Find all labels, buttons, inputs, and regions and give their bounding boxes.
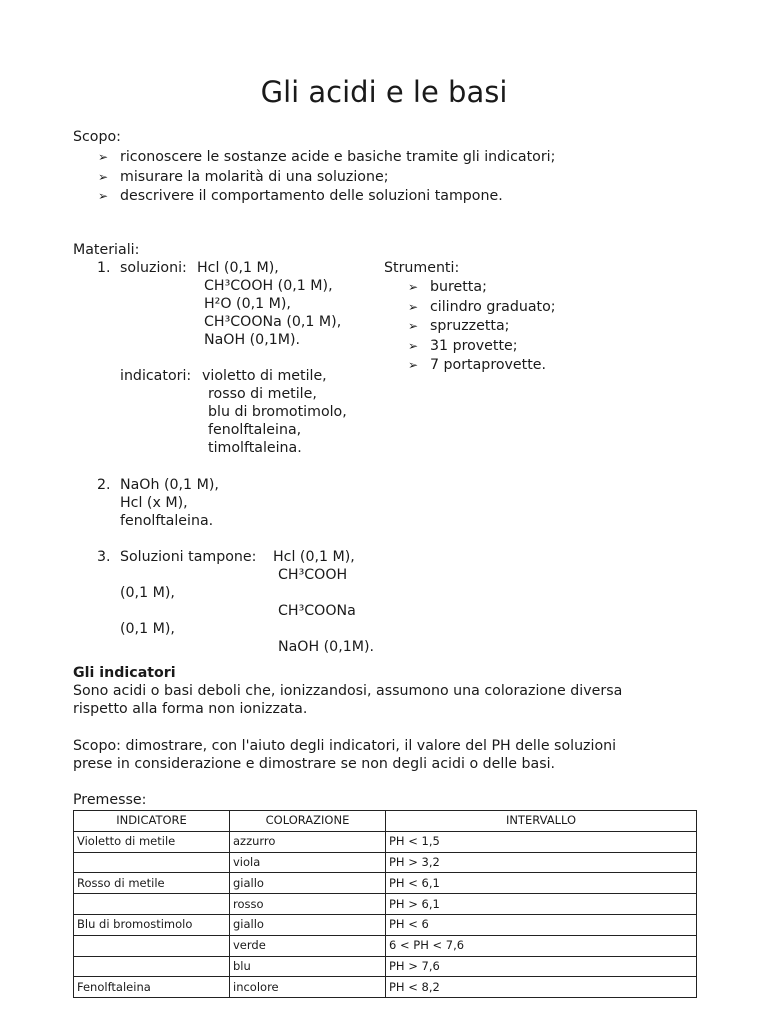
indicatore-item: timolftaleina. <box>208 440 302 456</box>
soluzione-item: CH³COONa (0,1 M), <box>204 314 342 330</box>
table-cell: PH < 6 <box>386 914 697 935</box>
arrow-bullet-icon: ➢ <box>98 150 109 164</box>
table-cell: Fenolftaleina <box>74 977 230 998</box>
indicatori-table <box>73 810 697 998</box>
table-row <box>74 935 697 956</box>
table-row <box>74 852 697 873</box>
list-item: ➢ buretta; <box>408 278 556 298</box>
strumenti-label: Strumenti: <box>384 260 460 276</box>
tampone-item: CH³COOH <box>278 567 348 583</box>
list-number: 1. <box>97 260 111 276</box>
group2-item: NaOh (0,1 M), <box>120 477 219 493</box>
list-item: ➢ spruzzetta; <box>408 317 556 337</box>
table-header-row <box>74 811 697 832</box>
soluzione-item: CH³COOH (0,1 M), <box>204 278 333 294</box>
soluzione-item: Hcl (0,1 M), <box>197 260 279 276</box>
tampone-item: (0,1 M), <box>120 585 175 601</box>
table-cell: PH < 1,5 <box>386 831 697 852</box>
arrow-bullet-icon: ➢ <box>408 319 419 333</box>
table-cell: PH > 3,2 <box>386 852 697 873</box>
list-number: 3. <box>97 549 111 565</box>
table-cell: incolore <box>230 977 386 998</box>
group2-item: Hcl (x M), <box>120 495 188 511</box>
indicatore-item: fenolftaleina, <box>208 422 302 438</box>
table-row <box>74 873 697 894</box>
column-header-intervallo: INTERVALLO <box>386 811 697 832</box>
tampone-item: CH³COONa <box>278 603 356 619</box>
table-cell: PH > 6,1 <box>386 894 697 915</box>
paragraph-line: prese in considerazione e dimostrare se non degli acidi o delle basi. <box>73 756 556 772</box>
table-row <box>74 831 697 852</box>
paragraph-line: rispetto alla forma non ionizzata. <box>73 701 308 717</box>
table-row <box>74 894 697 915</box>
table-cell <box>74 852 230 873</box>
table-row <box>74 977 697 998</box>
tampone-item: NaOH (0,1M). <box>278 639 375 655</box>
list-item: ➢ riconoscere le sostanze acide e basiche tramite gli indicatori; <box>98 148 555 168</box>
arrow-bullet-icon: ➢ <box>408 299 419 314</box>
tampone-label: Soluzioni tampone: <box>120 549 257 565</box>
arrow-bullet-icon: ➢ <box>408 338 419 353</box>
indicatore-item: violetto di metile, <box>202 368 327 384</box>
list-item: ➢ misurare la molarità di una soluzione; <box>98 168 555 188</box>
scopo-label: Scopo: <box>73 129 121 145</box>
table-row <box>74 914 697 935</box>
list-item: ➢ 7 portaprovette. <box>408 356 556 376</box>
table-cell <box>74 894 230 915</box>
table-cell: PH < 8,2 <box>386 977 697 998</box>
indicatori-heading: Gli indicatori <box>73 665 176 681</box>
arrow-bullet-icon: ➢ <box>408 280 419 294</box>
table-cell: viola <box>230 852 386 873</box>
arrow-bullet-icon: ➢ <box>98 169 109 184</box>
table-cell: Rosso di metile <box>74 873 230 894</box>
table-cell: PH < 6,1 <box>386 873 697 894</box>
column-header-colorazione: COLORAZIONE <box>230 811 386 832</box>
table-cell: rosso <box>230 894 386 915</box>
tampone-item: Hcl (0,1 M), <box>273 549 355 565</box>
column-header-indicatore: INDICATORE <box>74 811 230 832</box>
table-cell: giallo <box>230 914 386 935</box>
table-cell: PH > 7,6 <box>386 956 697 977</box>
page-title: Gli acidi e le basi <box>260 75 508 109</box>
materiali-label: Materiali: <box>73 242 140 258</box>
table-cell <box>74 935 230 956</box>
paragraph-line: Sono acidi o basi deboli che, ionizzandosi, assumono una colorazione diversa <box>73 683 623 699</box>
table-cell: giallo <box>230 873 386 894</box>
arrow-bullet-icon: ➢ <box>98 189 109 203</box>
table-cell: Violetto di metile <box>74 831 230 852</box>
table-cell: blu <box>230 956 386 977</box>
list-item: ➢ descrivere il comportamento delle soluzioni tampone. <box>98 187 555 207</box>
arrow-bullet-icon: ➢ <box>408 358 419 372</box>
table-row <box>74 956 697 977</box>
table-cell: verde <box>230 935 386 956</box>
list-number: 2. <box>97 477 111 493</box>
indicatore-item: rosso di metile, <box>208 386 317 402</box>
paragraph-line: Scopo: dimostrare, con l'aiuto degli indicatori, il valore del PH delle soluzioni <box>73 738 617 754</box>
table-cell: azzurro <box>230 831 386 852</box>
soluzione-item: NaOH (0,1M). <box>204 332 301 348</box>
table-cell: Blu di bromostimolo <box>74 914 230 935</box>
soluzioni-label: soluzioni: <box>120 260 187 276</box>
soluzione-item: H²O (0,1 M), <box>204 296 291 312</box>
table-cell <box>74 956 230 977</box>
list-item: ➢ cilindro graduato; <box>408 298 556 318</box>
strumenti-list <box>408 278 556 376</box>
indicatori-label: indicatori: <box>120 368 192 384</box>
list-item: ➢ 31 provette; <box>408 337 556 357</box>
tampone-item: (0,1 M), <box>120 621 175 637</box>
indicatore-item: blu di bromotimolo, <box>208 404 347 420</box>
group2-item: fenolftaleina. <box>120 513 214 529</box>
table-cell: 6 < PH < 7,6 <box>386 935 697 956</box>
premesse-label: Premesse: <box>73 792 147 808</box>
scopo-list <box>98 148 555 207</box>
